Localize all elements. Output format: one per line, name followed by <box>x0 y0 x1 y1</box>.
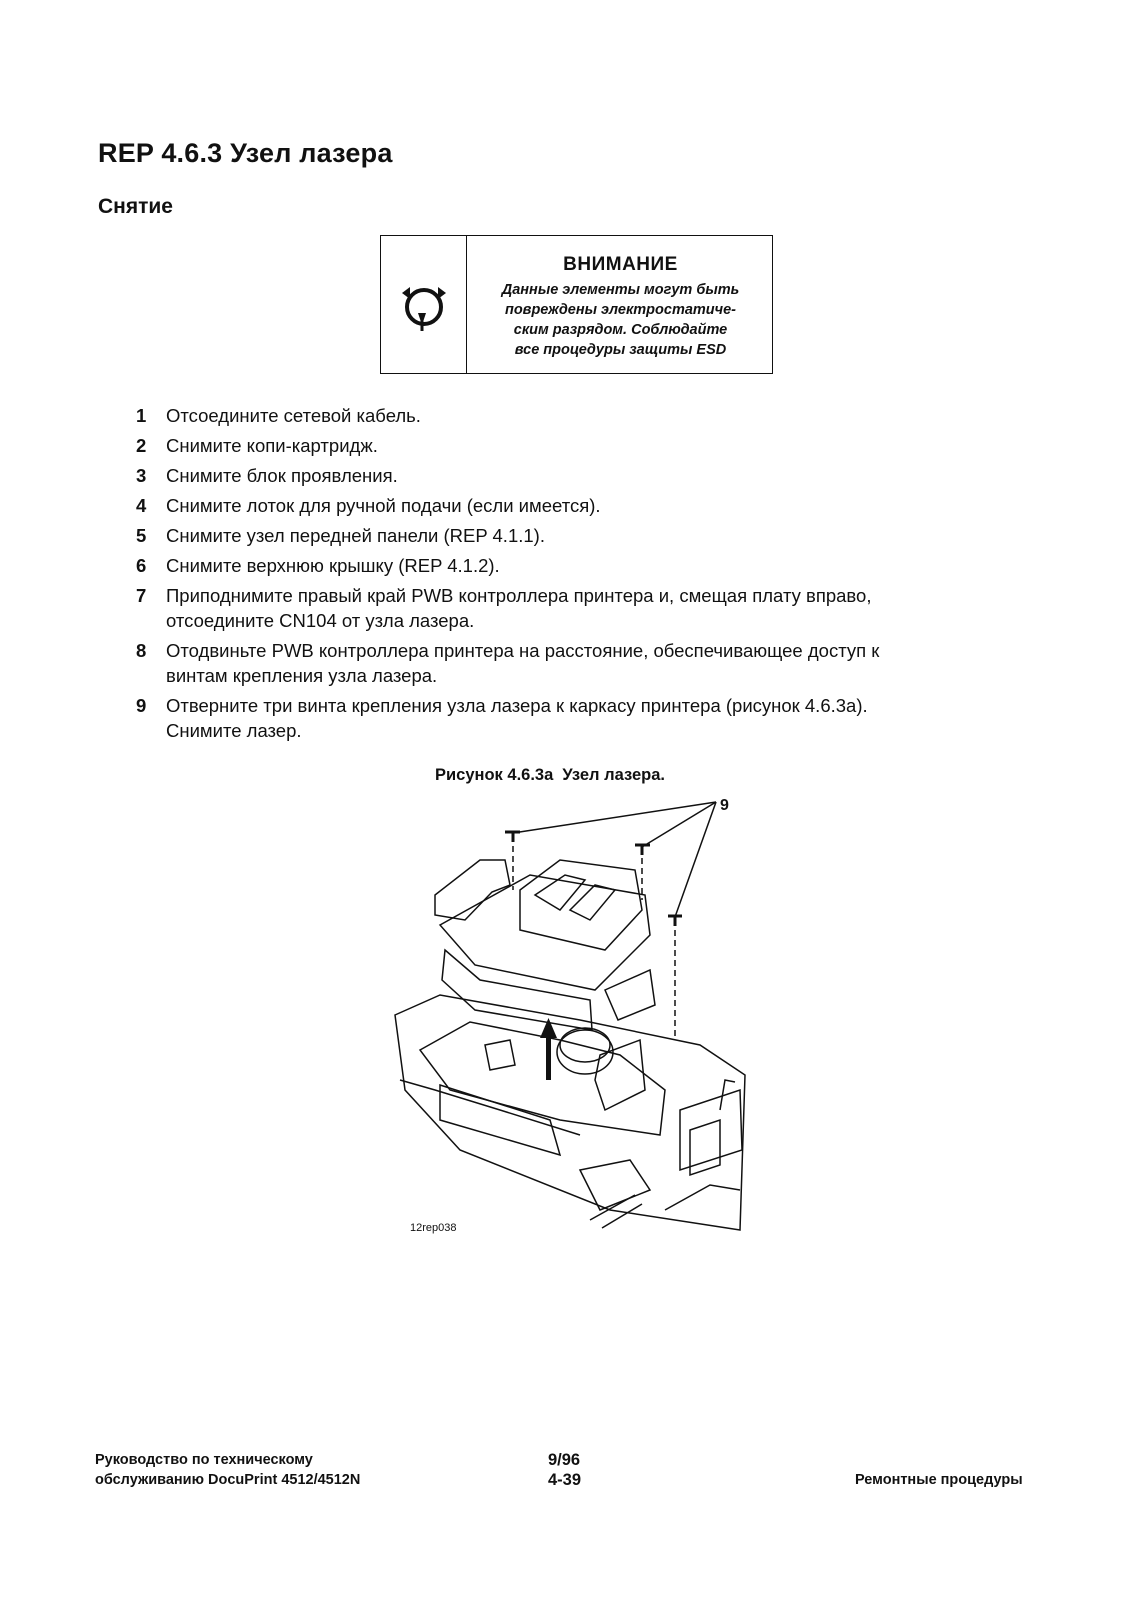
caution-text <box>479 280 762 360</box>
step-line: Снимите узел передней панели (REP 4.1.1). <box>166 525 545 546</box>
step-line: Приподнимите правый край PWB контроллера принтера и, смещая плату вправо, <box>166 585 872 606</box>
step-text <box>166 693 868 743</box>
step-text <box>166 433 378 458</box>
step-text <box>166 553 500 578</box>
caution-box <box>380 235 773 374</box>
footer-date: 9/96 <box>548 1451 581 1469</box>
step-number: 9 <box>136 695 147 716</box>
step-number: 1 <box>136 405 147 426</box>
footer-line: обслуживанию DocuPrint 4512/4512N <box>95 1472 361 1488</box>
callout-leader-line <box>675 802 716 917</box>
step-item <box>136 463 1016 488</box>
caution-line: Данные элементы могут быть <box>501 282 740 298</box>
step-line: Снимите блок проявления. <box>166 465 398 486</box>
screw-icon <box>635 845 650 855</box>
footer-section-name: Ремонтные процедуры <box>855 1472 1023 1488</box>
step-text <box>166 463 398 488</box>
step-line: Отодвиньте PWB контроллера принтера на расстояние, обеспечивающее доступ к <box>166 640 880 661</box>
footer-line: Руководство по техническому <box>95 1452 313 1468</box>
step-line: Снимите лазер. <box>166 720 302 741</box>
step-number: 8 <box>136 640 147 661</box>
figure-id: 12rep038 <box>410 1222 457 1234</box>
screw-icon <box>668 916 682 926</box>
step-text <box>166 403 421 428</box>
step-item <box>136 638 1016 688</box>
page-number: 4-39 <box>548 1471 582 1489</box>
step-item <box>136 523 1016 548</box>
step-line: Отверните три винта крепления узла лазера к каркасу принтера (рисунок 4.6.3a). <box>166 695 868 716</box>
caution-line: ским разрядом. Соблюдайте <box>513 322 728 338</box>
figure-caption: Рисунок 4.6.3a Узел лазера. <box>435 766 665 784</box>
step-text <box>166 523 545 548</box>
callout-leader-line <box>513 802 716 833</box>
callout-number: 9 <box>720 797 729 814</box>
callout-leader-line <box>642 802 716 847</box>
step-line: отсоедините CN104 от узла лазера. <box>166 610 475 631</box>
step-line: винтам крепления узла лазера. <box>166 665 438 686</box>
step-item <box>136 403 1016 428</box>
procedure-steps <box>136 403 1016 748</box>
step-line: Отсоедините сетевой кабель. <box>166 405 421 426</box>
caution-heading: ВНИМАНИЕ <box>563 254 678 275</box>
footer-manual-title <box>95 1450 360 1490</box>
step-line: Снимите лоток для ручной подачи (если имеется). <box>166 495 601 516</box>
page-title: REP 4.6.3 Узел лазера <box>98 138 393 168</box>
step-text <box>166 638 879 688</box>
step-number: 6 <box>136 555 147 576</box>
caution-line: все процедуры защиты ESD <box>514 342 727 358</box>
step-number: 4 <box>136 495 147 516</box>
lift-arrow <box>540 1018 557 1080</box>
footer-page-info <box>548 1450 581 1490</box>
step-item <box>136 433 1016 458</box>
esd-warning-icon <box>381 236 467 373</box>
step-line: Снимите верхнюю крышку (REP 4.1.2). <box>166 555 500 576</box>
step-number: 3 <box>136 465 147 486</box>
step-item <box>136 493 1016 518</box>
caution-line: повреждены электростатиче- <box>504 302 737 318</box>
step-item <box>136 583 1016 633</box>
step-text <box>166 583 871 633</box>
laser-assembly-illustration <box>380 790 780 1260</box>
step-text <box>166 493 601 518</box>
step-item <box>136 693 1016 743</box>
section-title: Снятие <box>98 195 173 218</box>
screw-icon <box>505 832 520 842</box>
step-line: Снимите копи-картридж. <box>166 435 378 456</box>
step-number: 2 <box>136 435 147 456</box>
step-number: 7 <box>136 585 147 606</box>
step-item <box>136 553 1016 578</box>
step-number: 5 <box>136 525 147 546</box>
